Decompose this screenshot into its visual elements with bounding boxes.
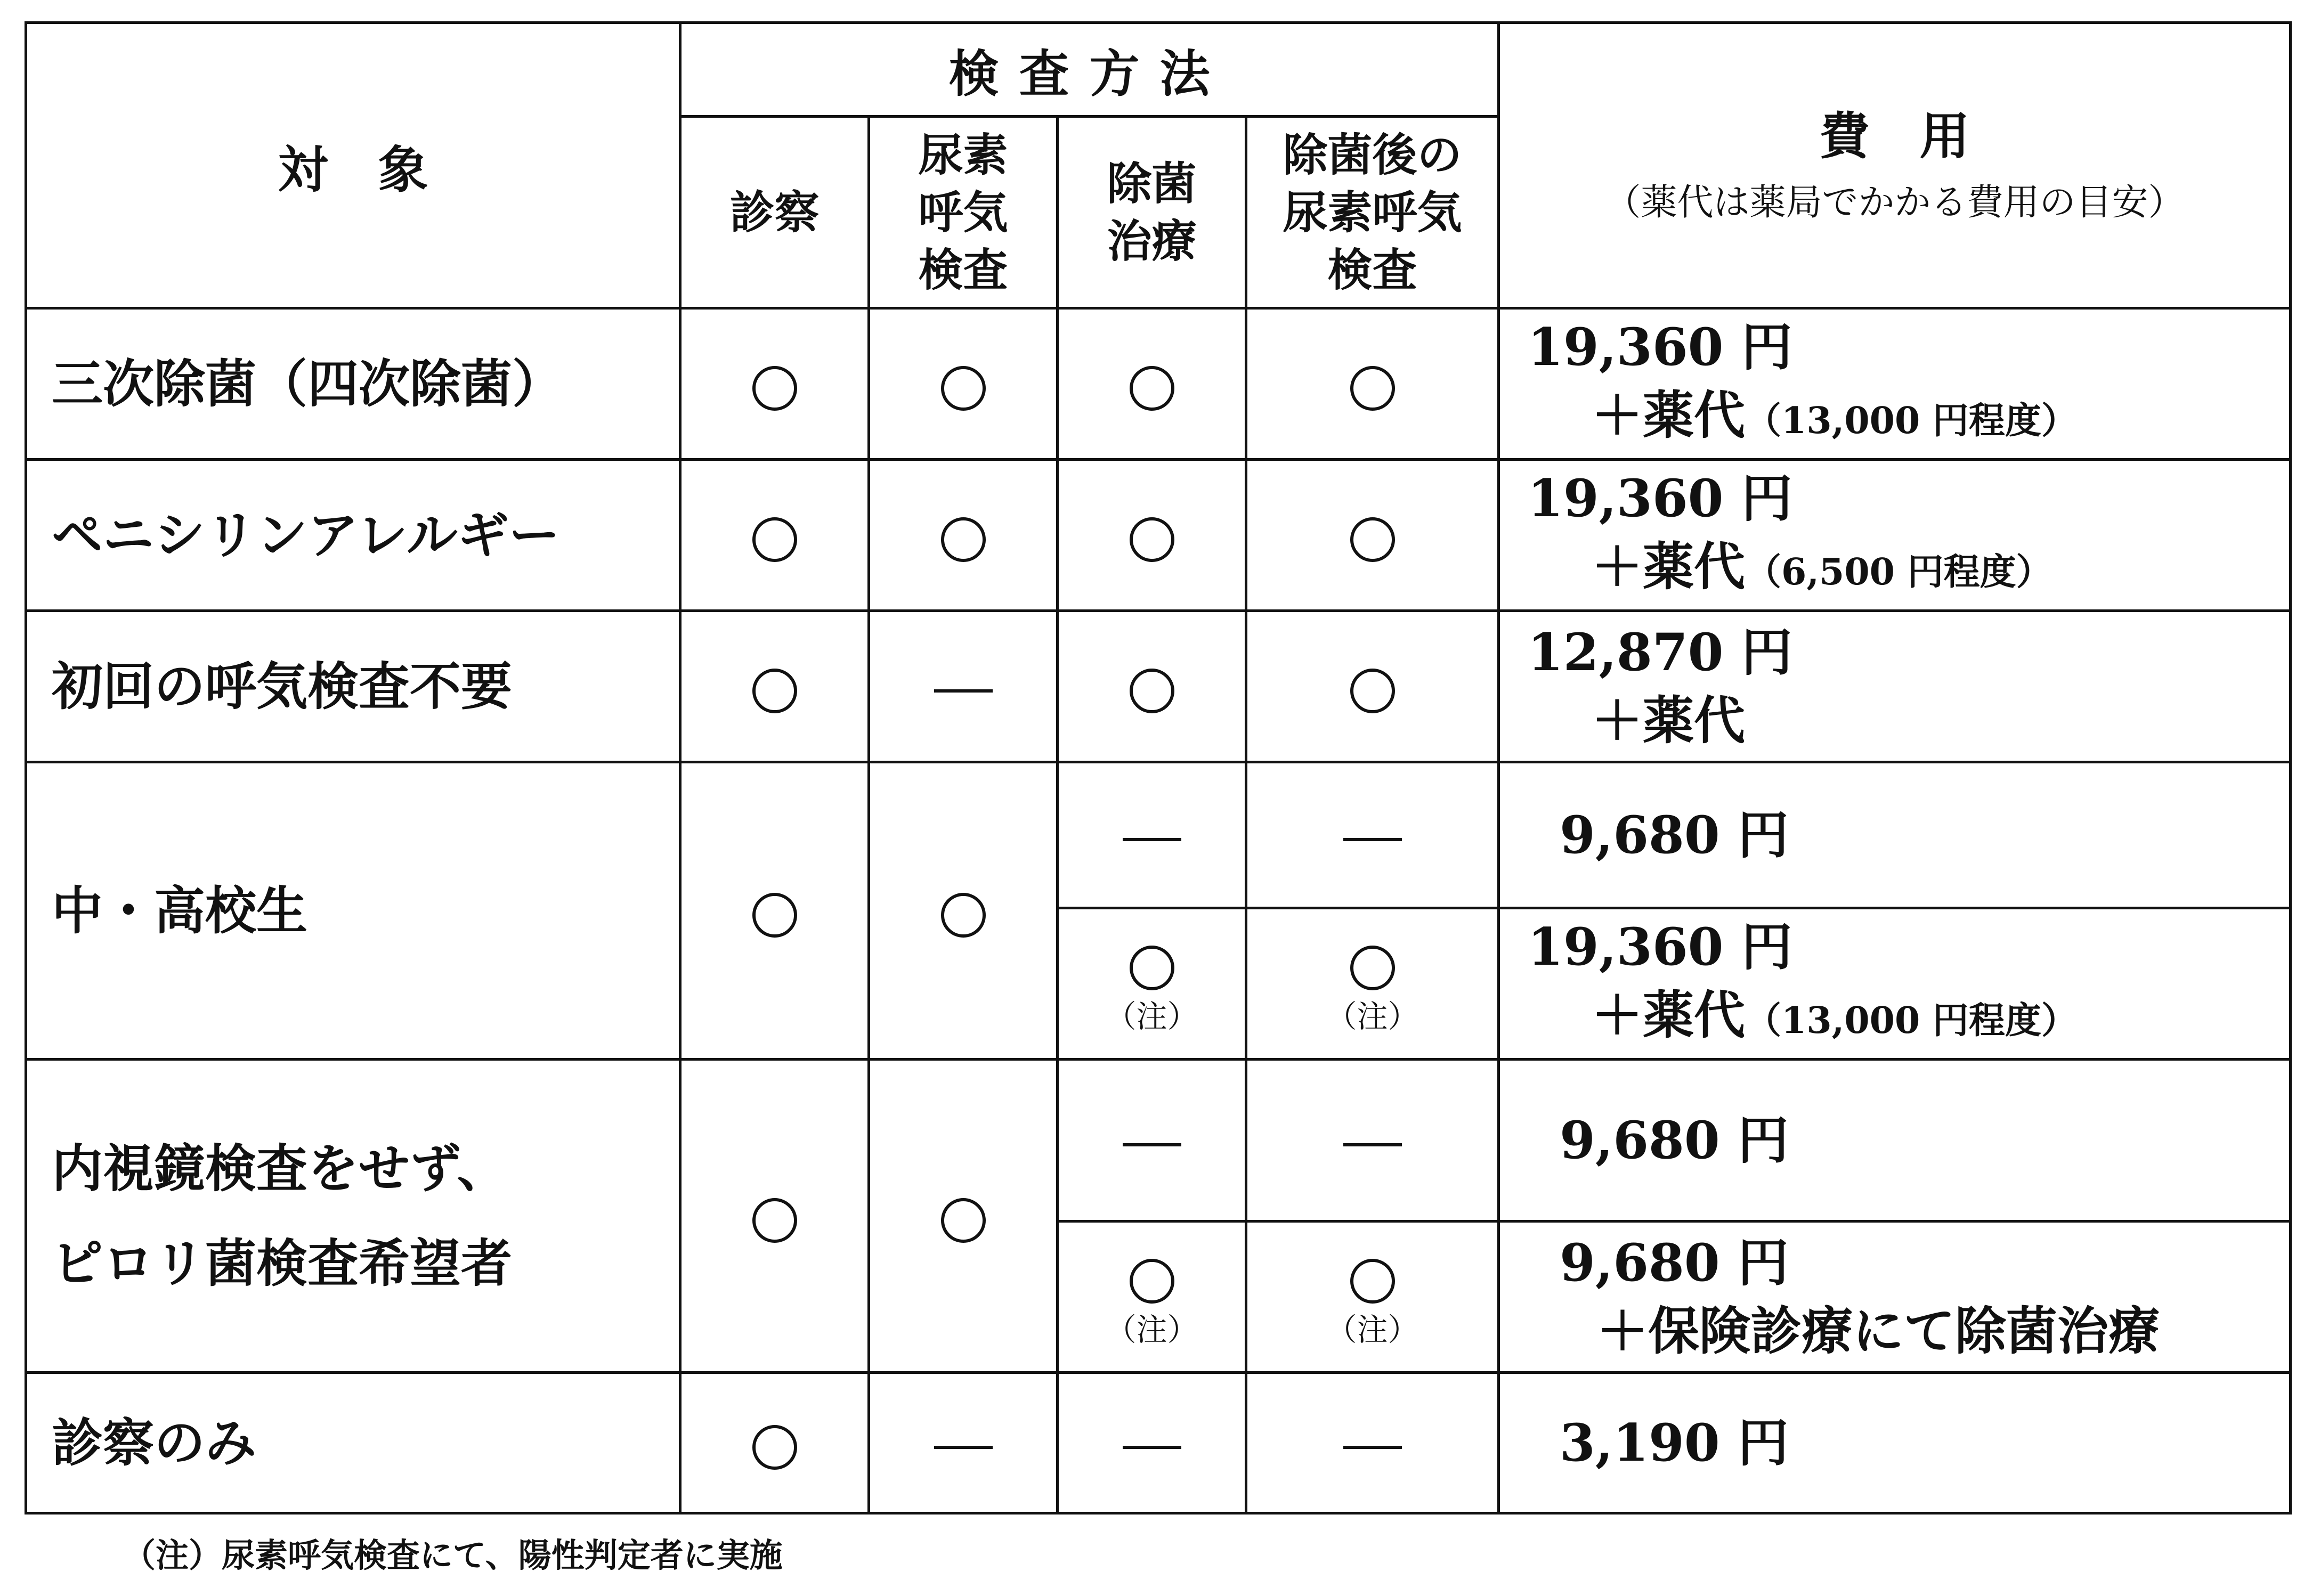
circle-mark-icon (1350, 1259, 1395, 1304)
mark-note: （注） (1326, 1312, 1419, 1348)
row-target: 三次除菌（四次除菌） (26, 308, 680, 460)
header-row-1 (26, 23, 2291, 117)
cost-header (1499, 23, 2291, 308)
row-cost: 19,360 円 ＋薬代（13,000 円程度） (1499, 908, 2291, 1060)
circle-mark-icon (752, 893, 797, 938)
dash-mark-icon (1343, 838, 1402, 841)
row-mark (1246, 1222, 1499, 1373)
row-mark (680, 460, 869, 611)
row-target: 診察のみ (26, 1373, 680, 1513)
footnote: （注）尿素呼気検査にて、陽性判定者に実施 (123, 1536, 783, 1575)
circle-mark-icon (941, 1198, 986, 1243)
row-mark (869, 1373, 1058, 1513)
circle-mark-icon (941, 366, 986, 411)
circle-mark-icon (1350, 517, 1395, 562)
circle-mark-icon (752, 1198, 797, 1243)
row-target: 初回の呼気検査不要 (26, 611, 680, 762)
circle-mark-icon (752, 366, 797, 411)
row-mark (680, 308, 869, 460)
method-group-header: 検査方法 (680, 23, 1499, 117)
row-mark (1058, 1373, 1246, 1513)
dash-mark-icon (934, 689, 993, 693)
row-mark (680, 762, 869, 1060)
circle-mark-icon (1130, 669, 1174, 713)
cost-header-title: 費 用 (1819, 107, 1970, 166)
row-mark (680, 1060, 869, 1373)
circle-mark-icon (941, 893, 986, 938)
method-header-exam: 診察 (680, 117, 869, 308)
circle-mark-icon (1350, 946, 1395, 990)
table-row (26, 308, 2291, 460)
row-mark (869, 308, 1058, 460)
table-row (26, 1373, 2291, 1513)
row-mark (1246, 1060, 1499, 1222)
row-mark (869, 611, 1058, 762)
row-mark (869, 1060, 1058, 1373)
fee-table (25, 21, 2292, 1514)
table-row (26, 611, 2291, 762)
row-mark (680, 1373, 869, 1513)
circle-mark-icon (752, 669, 797, 713)
row-mark (869, 460, 1058, 611)
row-cost: 9,680 円 ＋保険診療にて除菌治療 (1499, 1222, 2291, 1373)
row-mark (1058, 1060, 1246, 1222)
row-cost: 9,680 円 (1499, 762, 2291, 908)
circle-mark-icon (752, 1425, 797, 1470)
circle-mark-icon (941, 517, 986, 562)
dash-mark-icon (1343, 1446, 1402, 1449)
row-cost: 9,680 円 (1499, 1060, 2291, 1222)
row-mark (1246, 308, 1499, 460)
row-cost: 19,360 円 ＋薬代（6,500 円程度） (1499, 460, 2291, 611)
row-mark (1246, 1373, 1499, 1513)
row-target: ペニシリンアレルギー (26, 460, 680, 611)
mark-note: （注） (1105, 1312, 1198, 1348)
circle-mark-icon (1130, 946, 1174, 990)
row-mark (869, 762, 1058, 1060)
target-header: 対 象 (26, 23, 680, 308)
circle-mark-icon (1350, 669, 1395, 713)
table-row (26, 1060, 2291, 1222)
row-mark (1058, 1222, 1246, 1373)
mark-note: （注） (1326, 998, 1419, 1035)
row-mark (680, 611, 869, 762)
row-mark (1246, 460, 1499, 611)
table-row (26, 460, 2291, 611)
row-cost: 19,360 円 ＋薬代（13,000 円程度） (1499, 308, 2291, 460)
row-mark (1246, 762, 1499, 908)
row-cost: 3,190 円 (1499, 1373, 2291, 1513)
dash-mark-icon (1123, 838, 1181, 841)
row-cost: 12,870 円 ＋薬代 (1499, 611, 2291, 762)
row-mark (1058, 908, 1246, 1060)
row-mark (1058, 308, 1246, 460)
row-mark (1246, 908, 1499, 1060)
dash-mark-icon (1123, 1143, 1181, 1146)
circle-mark-icon (1130, 517, 1174, 562)
row-mark (1058, 762, 1246, 908)
dash-mark-icon (1123, 1446, 1181, 1449)
circle-mark-icon (1130, 1259, 1174, 1304)
dash-mark-icon (934, 1446, 993, 1449)
circle-mark-icon (1130, 366, 1174, 411)
dash-mark-icon (1343, 1143, 1402, 1146)
circle-mark-icon (752, 517, 797, 562)
row-mark (1246, 611, 1499, 762)
cost-header-note: （薬代は薬局でかかる費用の目安） (1604, 181, 2185, 224)
method-header-post-breath-test: 除菌後の 尿素呼気 検査 (1246, 117, 1499, 308)
mark-note: （注） (1105, 998, 1198, 1035)
table-row (26, 762, 2291, 908)
circle-mark-icon (1350, 366, 1395, 411)
row-target: 内視鏡検査をせず、 ピロリ菌検査希望者 (26, 1060, 680, 1373)
row-mark (1058, 611, 1246, 762)
method-header-breath-test: 尿素 呼気 検査 (869, 117, 1058, 308)
method-header-eradication: 除菌 治療 (1058, 117, 1246, 308)
row-mark (1058, 460, 1246, 611)
row-target: 中・高校生 (26, 762, 680, 1060)
